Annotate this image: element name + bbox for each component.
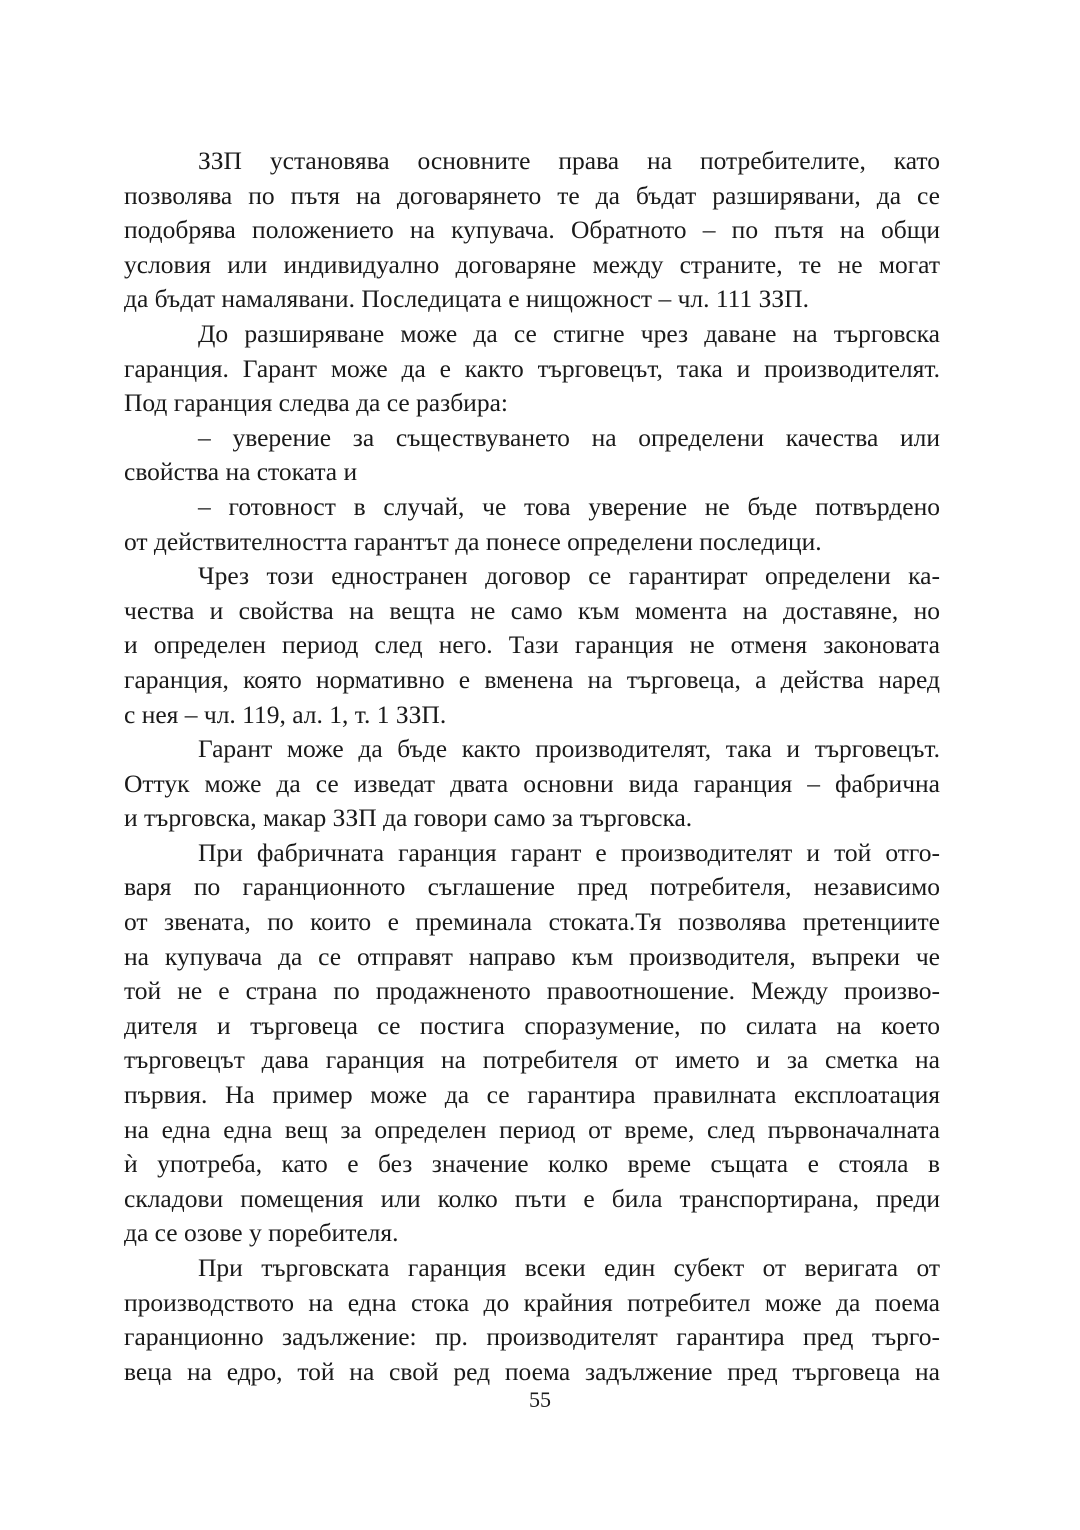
text-line: – уверение за съществуването на определени качества или — [198, 422, 940, 452]
text-line: гаранционно задължение: пр. производителят гарантира пред търго- — [124, 1322, 940, 1352]
text-line: Под гаранция следва да се разбира: — [124, 388, 508, 418]
text-line: дителя и търговеца се постига споразумение, по силата на което — [124, 1010, 940, 1040]
text-line: на една една вещ за определен период от време, след първоначалната — [124, 1114, 940, 1144]
text-line: и търговска, макар ЗЗП да говори само за търговска. — [124, 803, 693, 833]
text-line: на купувача да се отправят направо към производителя, въпреки че — [124, 941, 940, 971]
paragraph — [124, 732, 940, 836]
paragraph — [124, 490, 940, 559]
text-line: ѝ употреба, като е без значение колко време същата е стояла в — [124, 1149, 940, 1179]
body-text — [124, 144, 940, 1389]
text-line: търговецът дава гаранция на потребителя от името и за сметка на — [124, 1045, 940, 1075]
text-line: от звената, по които е преминала стоката.Тя позволява претенциите — [124, 907, 940, 937]
text-line: Чрез този едностранен договор се гарантират определени ка- — [198, 561, 940, 591]
text-line: гаранция. Гарант може да е както търговецът, така и производителят. — [124, 353, 940, 383]
text-line: подобрява положението на купувача. Обратното – по пътя на общи — [124, 215, 940, 245]
text-line: гаранция, която нормативно е вменена на търговеца, а действа наред — [124, 664, 940, 694]
text-line: чества и свойства на вещта не само към момента на доставяне, но — [124, 595, 940, 625]
text-line: веца на едро, той на свой ред поема задължение пред търговеца на — [124, 1356, 940, 1386]
text-line: До разширяване може да се стигне чрез даване на търговска — [198, 318, 940, 348]
paragraph — [124, 1251, 940, 1389]
page-number: 55 — [529, 1387, 551, 1412]
text-line: да се озове у поребителя. — [124, 1218, 399, 1248]
paragraph — [124, 144, 940, 317]
text-line: складови помещения или колко пъти е била транспортирана, преди — [124, 1183, 940, 1213]
text-line: той не е страна по продажненото правоотношение. Между произво- — [124, 976, 940, 1006]
text-line: При фабричната гаранция гарант е производителят и той отго- — [198, 837, 940, 867]
text-line: производството на една стока до крайния потребител може да поема — [124, 1287, 940, 1317]
text-line: – готовност в случай, че това уверение не бъде потвърдено — [198, 491, 940, 521]
paragraph — [124, 317, 940, 421]
text-line: с нея – чл. 119, ал. 1, т. 1 ЗЗП. — [124, 699, 447, 729]
text-line: варя по гаранционното съглашение пред потребителя, независимо — [124, 872, 940, 902]
paragraph — [124, 559, 940, 732]
text-line: свойства на стоката и — [124, 457, 358, 487]
text-line: първия. На пример може да се гарантира правилната експлоатация — [124, 1080, 940, 1110]
paragraph — [124, 421, 940, 490]
text-line: ЗЗП установява основните права на потребителите, като — [198, 146, 940, 175]
text-line: условия или индивидуално договаряне между страните, те не могат — [124, 249, 940, 279]
text-line: позволява по пътя на договарянето те да бъдат разширявани, да се — [124, 180, 940, 210]
text-line: от действителността гарантът да понесе определени последици. — [124, 526, 822, 556]
text-line: да бъдат намалявани. Последицата е нищожност – чл. 111 ЗЗП. — [124, 284, 809, 314]
text-line: Оттук може да се изведат двата основни вида гаранция – фабрична — [124, 768, 940, 798]
text-line: и определен период след него. Тази гаранция не отменя законовата — [124, 630, 940, 660]
text-line: При търговската гаранция всеки един субект от веригата от — [198, 1253, 940, 1282]
text-line: Гарант може да бъде както производителят, така и търговецът. — [198, 734, 940, 764]
paragraph — [124, 836, 940, 1251]
